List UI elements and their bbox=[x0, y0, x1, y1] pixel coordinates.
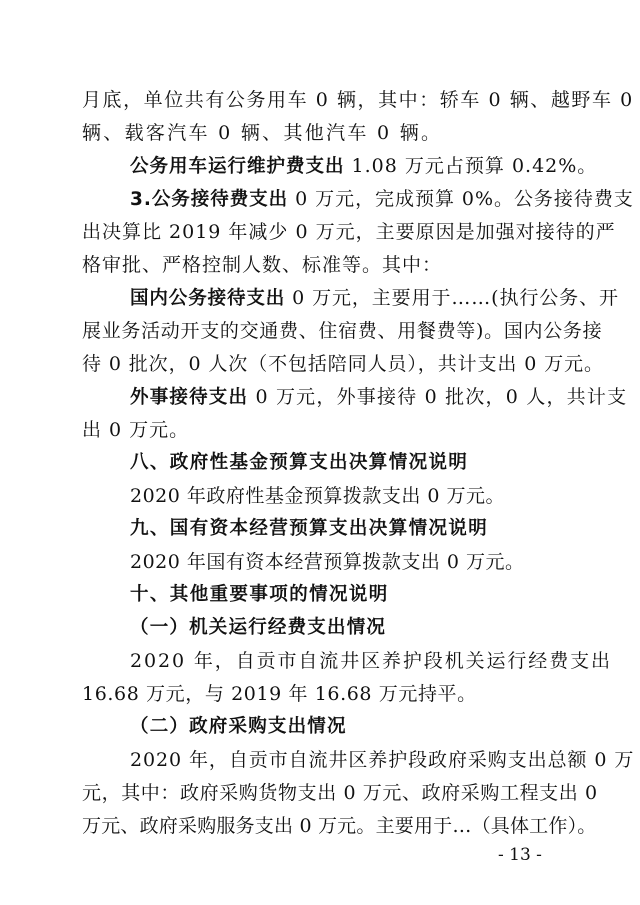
text-line bbox=[82, 780, 598, 806]
text-line bbox=[82, 813, 596, 839]
text-line bbox=[130, 186, 634, 212]
heading-text: 十、其他重要事项的情况说明 bbox=[130, 584, 389, 605]
text-run: 出决算比 2019 年减少 0 万元，主要原因是加强对接待的严 bbox=[82, 221, 616, 243]
bold-run: 3.公务接待费支出 bbox=[130, 189, 289, 210]
heading-text: 九、国有资本经营预算支出决算情况说明 bbox=[130, 518, 489, 539]
text-run: 2020 年政府性基金预算拨款支出 0 万元。 bbox=[130, 485, 506, 507]
text-line bbox=[130, 747, 634, 773]
text-run: 2020 年，自贡市自流井区养护段机关运行经费支出 bbox=[130, 650, 612, 672]
text-run: 0 万元，主要用于……(执行公务、开 bbox=[285, 287, 619, 309]
text-line bbox=[82, 87, 634, 113]
text-run: 2020 年国有资本经营预算拨款支出 0 万元。 bbox=[130, 551, 525, 573]
text-run: 待 0 批次，0 人次（不包括陪同人员），共计支出 0 万元。 bbox=[82, 353, 604, 375]
subsection-heading bbox=[130, 615, 386, 641]
subsection-heading bbox=[130, 714, 347, 740]
text-line bbox=[130, 153, 597, 179]
section-heading bbox=[130, 582, 389, 608]
heading-text: （一）机关运行经费支出情况 bbox=[130, 617, 387, 638]
heading-text: 八、政府性基金预算支出决算情况说明 bbox=[130, 452, 469, 473]
text-run: 2020 年，自贡市自流井区养护段政府采购支出总额 0 万 bbox=[130, 749, 635, 771]
text-line bbox=[82, 252, 442, 278]
section-heading bbox=[130, 516, 488, 542]
text-line bbox=[130, 384, 627, 410]
text-line bbox=[130, 483, 505, 509]
text-run: 0 万元，完成预算 0%。公务接待费支 bbox=[288, 188, 634, 210]
bold-run: 外事接待支出 bbox=[130, 387, 249, 408]
text-run: 格审批、严格控制人数、标准等。其中： bbox=[82, 254, 443, 276]
text-run: 万元、政府采购服务支出 0 万元。主要用于…（具体工作）。 bbox=[82, 815, 597, 837]
text-run: 元，其中：政府采购货物支出 0 万元、政府采购工程支出 0 bbox=[82, 782, 598, 804]
text-run: 16.68 万元，与 2019 年 16.68 万元持平。 bbox=[82, 683, 477, 705]
text-line bbox=[82, 681, 477, 707]
text-run: 展业务活动开支的交通费、住宿费、用餐费等)。国内公务接 bbox=[82, 320, 603, 342]
text-line bbox=[130, 648, 612, 674]
text-run: 月底，单位共有公务用车 0 辆，其中：轿车 0 辆、越野车 0 bbox=[82, 89, 634, 111]
text-run: 出 0 万元。 bbox=[82, 419, 190, 441]
page-number: - 13 - bbox=[498, 845, 542, 865]
text-line bbox=[130, 549, 525, 575]
text-line bbox=[82, 318, 602, 344]
section-heading bbox=[130, 450, 468, 476]
text-line bbox=[82, 120, 442, 146]
heading-text: （二）政府采购支出情况 bbox=[130, 716, 347, 737]
text-line bbox=[130, 285, 619, 311]
text-run: 1.08 万元占预算 0.42%。 bbox=[344, 155, 598, 177]
bold-run: 公务用车运行维护费支出 bbox=[130, 156, 345, 177]
text-line bbox=[82, 417, 189, 443]
text-run: 辆、载客汽车 0 辆、其他汽车 0 辆。 bbox=[82, 122, 443, 144]
text-line bbox=[82, 351, 604, 377]
text-line bbox=[82, 219, 616, 245]
bold-run: 国内公务接待支出 bbox=[130, 288, 286, 309]
text-run: 0 万元，外事接待 0 批次，0 人，共计支 bbox=[248, 386, 628, 408]
